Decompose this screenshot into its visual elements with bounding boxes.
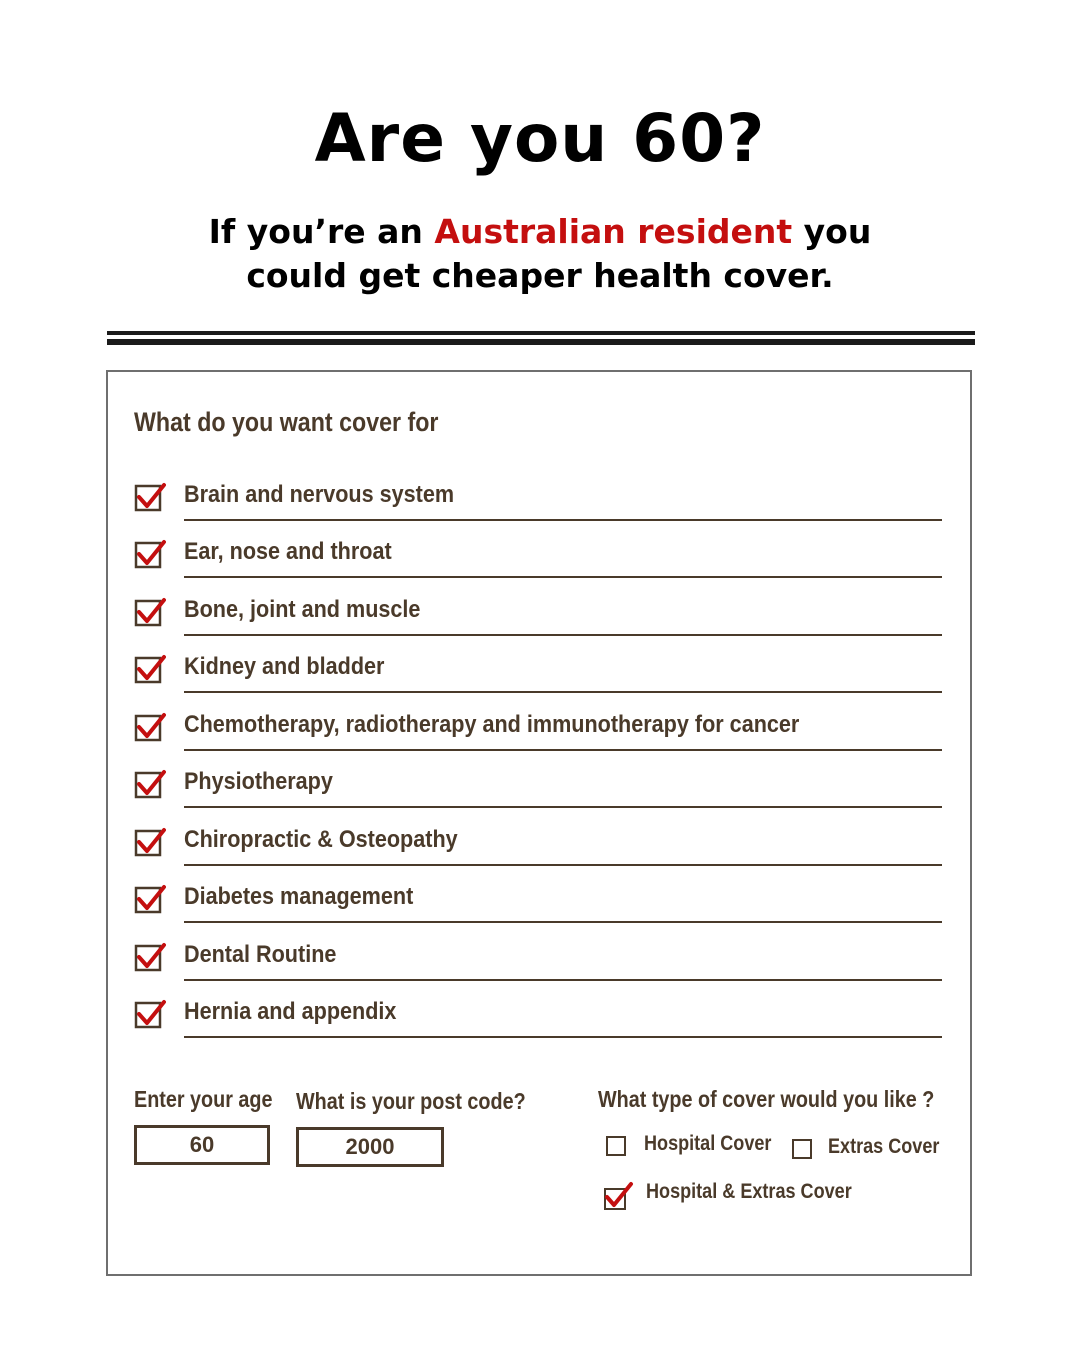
- cover-item[interactable]: [134, 528, 942, 578]
- cover-item-label: Diabetes management: [184, 883, 414, 910]
- cover-item-underline: [184, 576, 942, 578]
- cover-item[interactable]: [134, 586, 942, 636]
- checkbox-checked-icon[interactable]: [134, 825, 166, 857]
- subheadline-accent: Australian resident: [434, 212, 793, 251]
- age-label: Enter your age: [134, 1086, 273, 1112]
- checkbox-checked-icon[interactable]: [134, 940, 166, 972]
- cover-item-label: Brain and nervous system: [184, 481, 455, 508]
- option-label: Extras Cover: [828, 1135, 940, 1158]
- subheadline-line-2: could get cheaper health cover.: [246, 256, 834, 295]
- cover-type-label: What type of cover would you like ?: [598, 1086, 935, 1112]
- checkbox-empty-icon[interactable]: [792, 1139, 812, 1159]
- cover-item-underline: [184, 1036, 942, 1038]
- checkbox-checked-icon[interactable]: [134, 595, 166, 627]
- cover-item-label: Hernia and appendix: [184, 998, 397, 1025]
- cover-item-label: Physiotherapy: [184, 768, 333, 795]
- option-label: Hospital Cover: [644, 1132, 772, 1155]
- checkbox-checked-icon[interactable]: [134, 480, 166, 512]
- cover-item[interactable]: [134, 701, 942, 751]
- option-hospital-extras-cover[interactable]: [602, 1178, 862, 1210]
- cover-item[interactable]: [134, 988, 942, 1038]
- cover-item-underline: [184, 806, 942, 808]
- age-input[interactable]: 60: [134, 1125, 270, 1165]
- cover-item[interactable]: [134, 643, 942, 693]
- cover-item-underline: [184, 691, 942, 693]
- cover-item-label: Chiropractic & Osteopathy: [184, 826, 458, 853]
- checkbox-empty-icon[interactable]: [606, 1136, 626, 1156]
- checkbox-checked-icon[interactable]: [134, 767, 166, 799]
- cover-item-label: Ear, nose and throat: [184, 538, 392, 565]
- cover-item-label: Bone, joint and muscle: [184, 596, 421, 623]
- subheadline-line-1: [0, 210, 1080, 254]
- cover-form: [106, 370, 972, 1276]
- cover-item-underline: [184, 519, 942, 521]
- cover-item-underline: [184, 634, 942, 636]
- postcode-label: What is your post code?: [296, 1088, 526, 1114]
- cover-item[interactable]: [134, 931, 942, 981]
- checkbox-checked-icon[interactable]: [602, 1180, 634, 1212]
- cover-item[interactable]: [134, 471, 942, 521]
- checkbox-checked-icon[interactable]: [134, 537, 166, 569]
- subheadline: [0, 210, 1080, 298]
- cover-item[interactable]: [134, 816, 942, 866]
- cover-item[interactable]: [134, 873, 942, 923]
- cover-item-label: Dental Routine: [184, 941, 337, 968]
- cover-item-underline: [184, 864, 942, 866]
- headline: Are you 60?: [314, 100, 766, 177]
- divider-thick: [107, 339, 975, 345]
- checkbox-checked-icon[interactable]: [134, 652, 166, 684]
- option-hospital-cover[interactable]: [606, 1130, 776, 1162]
- form-title: What do you want cover for: [134, 407, 439, 437]
- cover-item-label: Chemotherapy, radiotherapy and immunotherapy for cancer: [184, 711, 800, 738]
- checkbox-checked-icon[interactable]: [134, 710, 166, 742]
- cover-item-underline: [184, 979, 942, 981]
- checkbox-checked-icon[interactable]: [134, 882, 166, 914]
- subheadline-text: If you’re an: [208, 212, 423, 251]
- subheadline-text: you: [803, 212, 872, 251]
- divider-thin: [107, 331, 975, 335]
- checkbox-checked-icon[interactable]: [134, 997, 166, 1029]
- cover-item-label: Kidney and bladder: [184, 653, 385, 680]
- cover-item[interactable]: [134, 758, 942, 808]
- postcode-input[interactable]: 2000: [296, 1127, 444, 1167]
- cover-item-underline: [184, 749, 942, 751]
- cover-item-underline: [184, 921, 942, 923]
- option-label: Hospital & Extras Cover: [646, 1180, 852, 1203]
- option-extras-cover[interactable]: [792, 1133, 942, 1165]
